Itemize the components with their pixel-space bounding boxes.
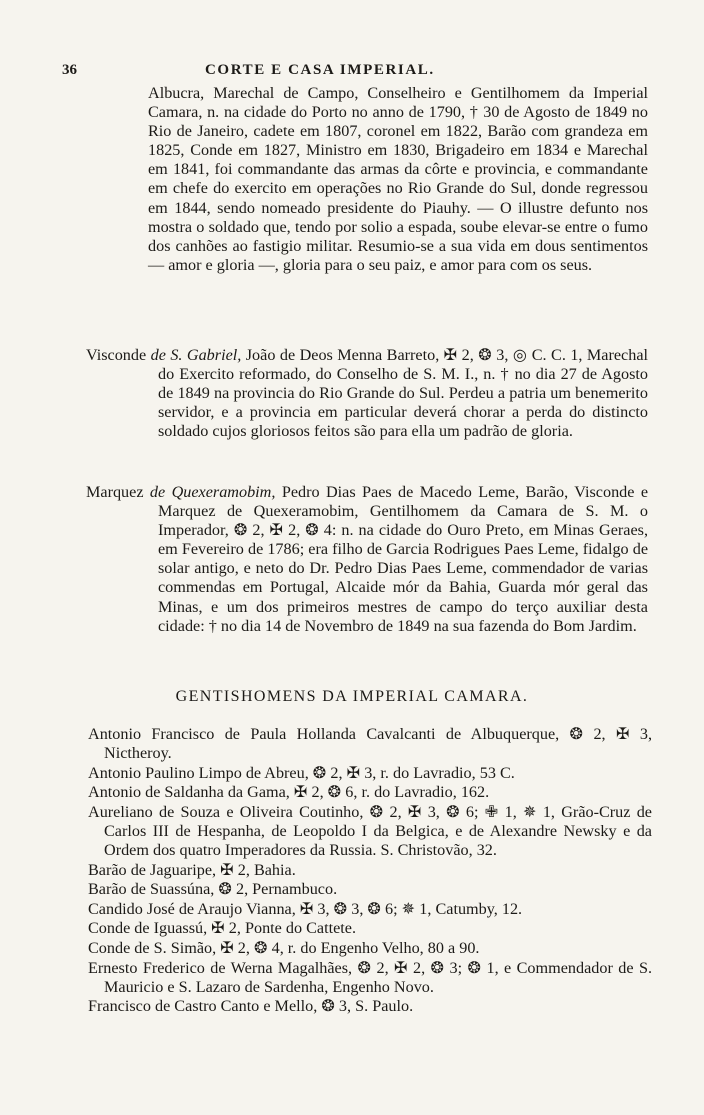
- list-item: Conde de Iguassú, ✠ 2, Ponte do Cattete.: [88, 919, 357, 938]
- list-item: Candido José de Araujo Vianna, ✠ 3, ❂ 3, ❂ 6; ✵ 1, Catumby, 12.: [88, 899, 523, 918]
- page-number: 36: [62, 62, 77, 78]
- list-item: Aureliano de Souza e Oliveira Coutinho, ❂ 2, ✠ 3, ❂ 6; ✙ 1, ✵ 1, Grão-Cruz de Carlos III de Hespanha, de Leopoldo I da Belgica, e de Alexandre Newsky e da Ordem dos quatro Imperadores da Russia. S. Christovão, 32.: [88, 802, 652, 860]
- list-item: Antonio Francisco de Paula Hollanda Cavalcanti de Albuquerque, ❂ 2, ✠ 3, Nictheroy.: [88, 725, 652, 763]
- entry-text: Albucra, Marechal de Campo, Conselheiro e Gentilhomem da Imperial Camara, n. na cidade do Porto no anno de 1790, † 30 de Agosto de 1849 no Rio de Janeiro, cadete em 1807, coronel em 1822, Barão com grandeza em 1825, Conde em 1827, Ministro em 1830, Brigadeiro em 1834 e Marechal em 1841, foi commandante das armas da côrte e provincia, e commandante em chefe do exercito em operações no Rio Grande do Sul, donde regressou em 1844, sendo nomeado presidente do Piauhy. — O illustre defunto nos mostra o soldado que, tendo por solio a espada, soube elevar-se entre o fumo dos canhões ao fastigio militar. Resumio-se a sua vida em dous sentimentos — amor e gloria —, gloria para o seu paiz, e amor para com os seus.: [148, 84, 648, 274]
- list-item: Francisco de Castro Canto e Mello, ❂ 3, S. Paulo.: [88, 997, 414, 1016]
- entry-visconde-s-gabriel: [86, 346, 648, 441]
- entry-title: de Quexeramobim,: [149, 483, 276, 501]
- list-item: Antonio de Saldanha da Gama, ✠ 2, ❂ 6, r. do Lavradio, 162.: [88, 783, 490, 802]
- running-title: CORTE E CASA IMPERIAL.: [205, 62, 435, 78]
- gentlemen-list: [88, 725, 652, 1017]
- entry-lead: Visconde: [86, 346, 147, 364]
- list-item: Antonio Paulino Limpo de Abreu, ❂ 2, ✠ 3, r. do Lavradio, 53 C.: [88, 763, 515, 782]
- entry-title: de S. Gabriel,: [150, 346, 242, 364]
- entry-paragraph: [86, 483, 648, 636]
- list-item: Barão de Suassúna, ❂ 2, Pernambuco.: [88, 880, 338, 899]
- section-title: GENTISHOMENS DA IMPERIAL CAMARA.: [175, 688, 529, 705]
- entry-albuquerque-continuation: [148, 84, 648, 275]
- list-item: Ernesto Frederico de Werna Magalhães, ❂ 2, ✠ 2, ❂ 3; ❂ 1, e Commendador de S. Mauricio e S. Lazaro de Sardenha, Engenho Novo.: [88, 958, 652, 996]
- entry-lead: Marquez: [86, 483, 144, 501]
- entry-text: Pedro Dias Paes de Macedo Leme, Barão, Visconde e Marquez de Quexeramobim, Gentilhomem da Camara de S. M. o Imperador, ❂ 2, ✠ 2, ❂ 4: n. na cidade do Ouro Preto, em Minas Geraes, em Fevereiro de 1786; era filho de Garcia Rodrigues Paes Leme, fidalgo de solar antigo, e neto do Dr. Pedro Dias Paes Leme, commendador de varias commendas em Portugal, Alcaide mór da Bahia, Guarda mór geral das Minas, e um dos primeiros mestres de campo do terço auxiliar desta cidade: † no dia 14 de Novembro de 1849 na sua fazenda do Bom Jardim.: [158, 483, 649, 635]
- page-header: [0, 48, 704, 78]
- entry-text: João de Deos Menna Barreto, ✠ 2, ❂ 3, ◎ C. C. 1, Marechal do Exercito reformado, do Conselho de S. M. I., n. † no dia 27 de Agosto de 1849 na provincia do Rio Grande do Sul. Perdeu a patria um benemerito servidor, e a provincia em particular deverá chorar a perda do distincto soldado cujos gloriosos feitos são para ella um padrão de gloria.: [158, 346, 649, 441]
- entry-marquez-quexeramobim: [86, 483, 648, 636]
- list-item: Conde de S. Simão, ✠ 2, ❂ 4, r. do Engenho Velho, 80 a 90.: [88, 939, 480, 958]
- list-item: Barão de Jaguaripe, ✠ 2, Bahia.: [88, 860, 296, 879]
- entry-paragraph: [86, 346, 648, 441]
